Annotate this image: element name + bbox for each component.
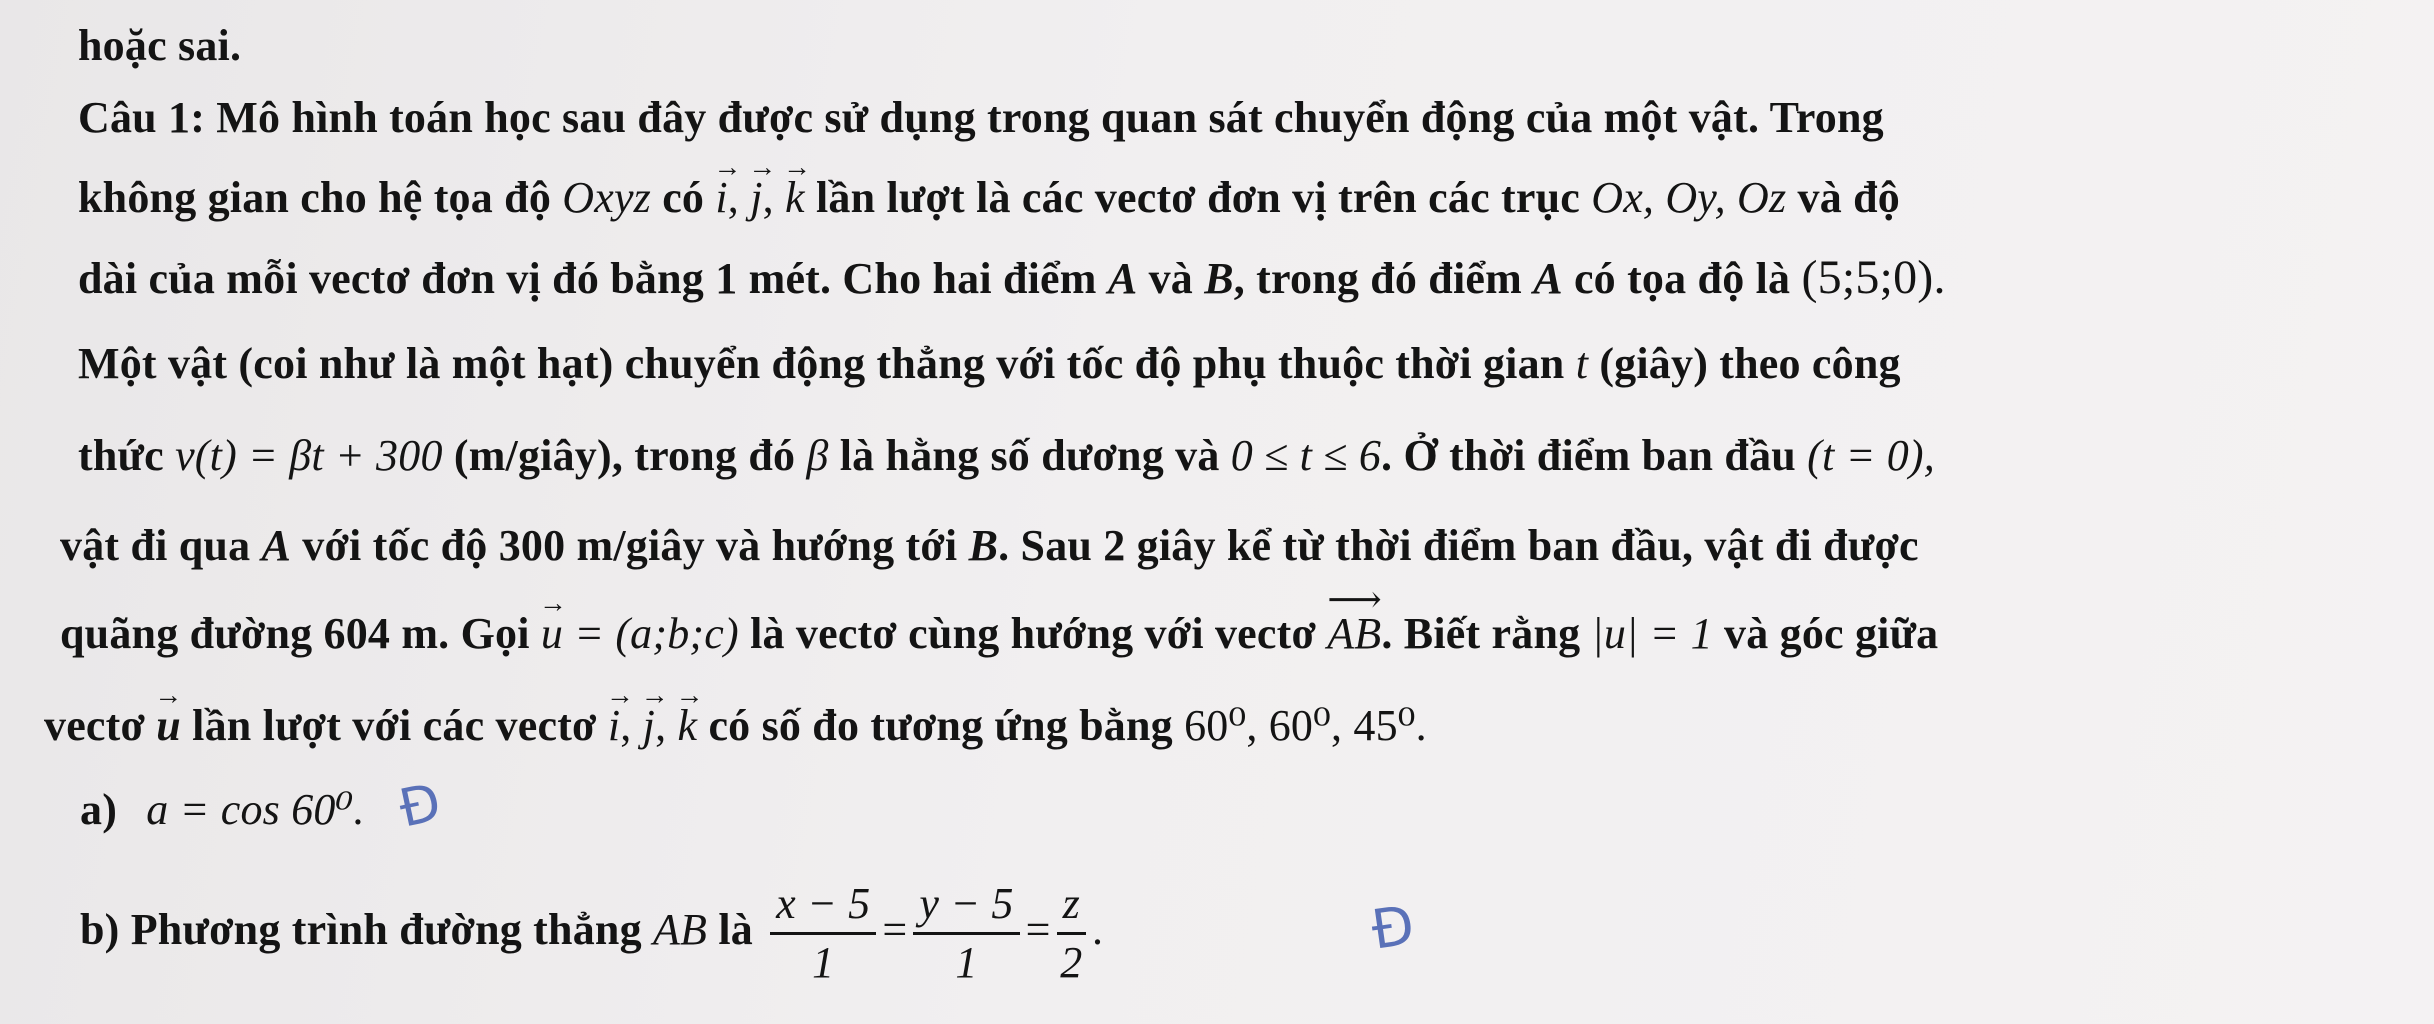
part-a-label: a) — [80, 785, 118, 834]
text-span: (giây) theo công — [1588, 339, 1901, 388]
text-span: và độ — [1786, 173, 1900, 222]
fraction-x-denominator: 1 — [812, 938, 835, 988]
vector-j: → j — [643, 696, 655, 756]
text-span: có — [651, 173, 716, 222]
text-span: với tốc độ 300 m/giây và hướng tới — [291, 521, 969, 570]
text-span: không gian cho hệ tọa độ — [78, 173, 563, 222]
math-t0: (t = 0), — [1807, 431, 1935, 480]
part-a — [80, 780, 365, 840]
handwritten-mark-a: Đ — [394, 772, 447, 840]
text-span: và — [1137, 254, 1205, 303]
text-span: thức — [78, 431, 176, 480]
text-span: (m/giây), trong đó — [442, 431, 807, 480]
question-line-4 — [78, 334, 1901, 394]
math-u-components: = (a;b;c) — [563, 609, 739, 658]
math-velocity-formula: v(t) = βt + 300 — [175, 431, 443, 480]
math-axes: Ox, Oy, Oz — [1591, 173, 1787, 222]
question-line-5 — [78, 426, 1935, 486]
text-span: vectơ — [44, 701, 157, 750]
fraction-z-numerator: z — [1057, 876, 1086, 935]
fraction-z — [1057, 876, 1086, 991]
text-span: . Ở thời điểm ban đầu — [1381, 431, 1808, 480]
text-span: vật đi qua — [60, 521, 262, 570]
text-span: có số đo tương ứng bằng — [697, 701, 1185, 750]
text-span: . Sau 2 giây kể từ thời điểm ban đầu, vật đi được — [998, 521, 1919, 570]
question-line-2: không gian cho hệ tọa độ Oxyz có → i, → j, → k lần lượt là các vectơ đơn vị trên các trục Ox, Oy, Oz và độ — [78, 168, 1900, 228]
text-span: . — [1091, 905, 1104, 954]
fraction-y-numerator: y − 5 — [913, 876, 1019, 935]
text-span: quãng đường 604 m. Gọi — [60, 609, 541, 658]
math-point: B — [1204, 254, 1234, 303]
question-line-3 — [78, 248, 1946, 309]
question-label: Câu 1: — [78, 93, 206, 142]
vector-u: → u — [541, 604, 563, 664]
text-span: là — [707, 905, 765, 954]
math-oxyz: Oxyz — [562, 173, 651, 222]
part-b: b) Phương trình đường thẳng AB là $\frac{x - 5}{1}$ = $\frac{y - 5}{1}$ = $\frac{z}{2}$ . — [80, 870, 1103, 991]
vector-u: → u — [156, 696, 181, 756]
fraction-y — [913, 876, 1019, 991]
math-AB: AB — [652, 905, 708, 954]
text-span: , trong đó điểm — [1233, 254, 1534, 303]
vector-AB: ⟶ AB — [1327, 604, 1381, 664]
math-norm-u: |u| = 1 — [1591, 609, 1713, 658]
text-span: là vectơ cùng hướng với vectơ — [738, 609, 1328, 658]
text-span: có tọa độ là — [1562, 254, 1802, 303]
question-line-1 — [78, 88, 1884, 148]
math-angles: 60⁰, 60⁰, 45⁰. — [1184, 701, 1427, 750]
text-span: dài của mỗi vectơ đơn vị đó bằng 1 mét. Cho hai điểm — [78, 254, 1108, 303]
vector-j: → j — [750, 168, 762, 228]
math-point: B — [968, 521, 999, 570]
math-t: t — [1575, 339, 1589, 388]
question-line-7 — [60, 604, 1938, 664]
handwritten-mark-b: Đ — [1367, 893, 1419, 962]
part-a-formula: a = cos 60⁰. — [146, 785, 365, 834]
text-span: Phương trình đường thẳng — [119, 905, 653, 954]
text-span: lần lượt là các vectơ đơn vị trên các trục — [804, 173, 1592, 222]
vector-i: → i — [608, 696, 620, 756]
text-span: . Biết rằng — [1381, 609, 1592, 658]
fraction-x — [770, 876, 876, 991]
fraction-z-denominator: 2 — [1060, 938, 1083, 988]
fraction-y-denominator: 1 — [955, 938, 978, 988]
question-line-6 — [60, 516, 1919, 576]
vector-k: → k — [785, 168, 805, 228]
part-b-label: b) — [80, 905, 120, 954]
math-point: A — [261, 521, 292, 570]
header-text: hoặc sai. — [78, 21, 242, 70]
text-span: là hằng số dương và — [828, 431, 1231, 480]
math-coord: (5;5;0). — [1801, 251, 1946, 304]
fraction-x-numerator: x − 5 — [770, 876, 876, 935]
text-span: và góc giữa — [1712, 609, 1939, 658]
question-line1-text: Mô hình toán học sau đây được sử dụng trong quan sát chuyển động của một vật. Trong — [205, 93, 1884, 142]
vector-k: → k — [678, 696, 698, 756]
math-beta: β — [806, 431, 829, 480]
text-span: Một vật (coi như là một hạt) chuyển động thẳng với tốc độ phụ thuộc thời gian — [78, 339, 1576, 388]
math-range: 0 ≤ t ≤ 6 — [1230, 431, 1382, 480]
vector-i: → i — [715, 168, 727, 228]
math-point: A — [1533, 254, 1563, 303]
text-span: lần lượt với các vectơ — [180, 701, 608, 750]
question-line-8: vectơ → u lần lượt với các vectơ → i, → j, → k có số đo tương ứng bằng 60⁰, 60⁰, 45⁰. — [44, 696, 1427, 756]
math-point: A — [1107, 254, 1138, 303]
